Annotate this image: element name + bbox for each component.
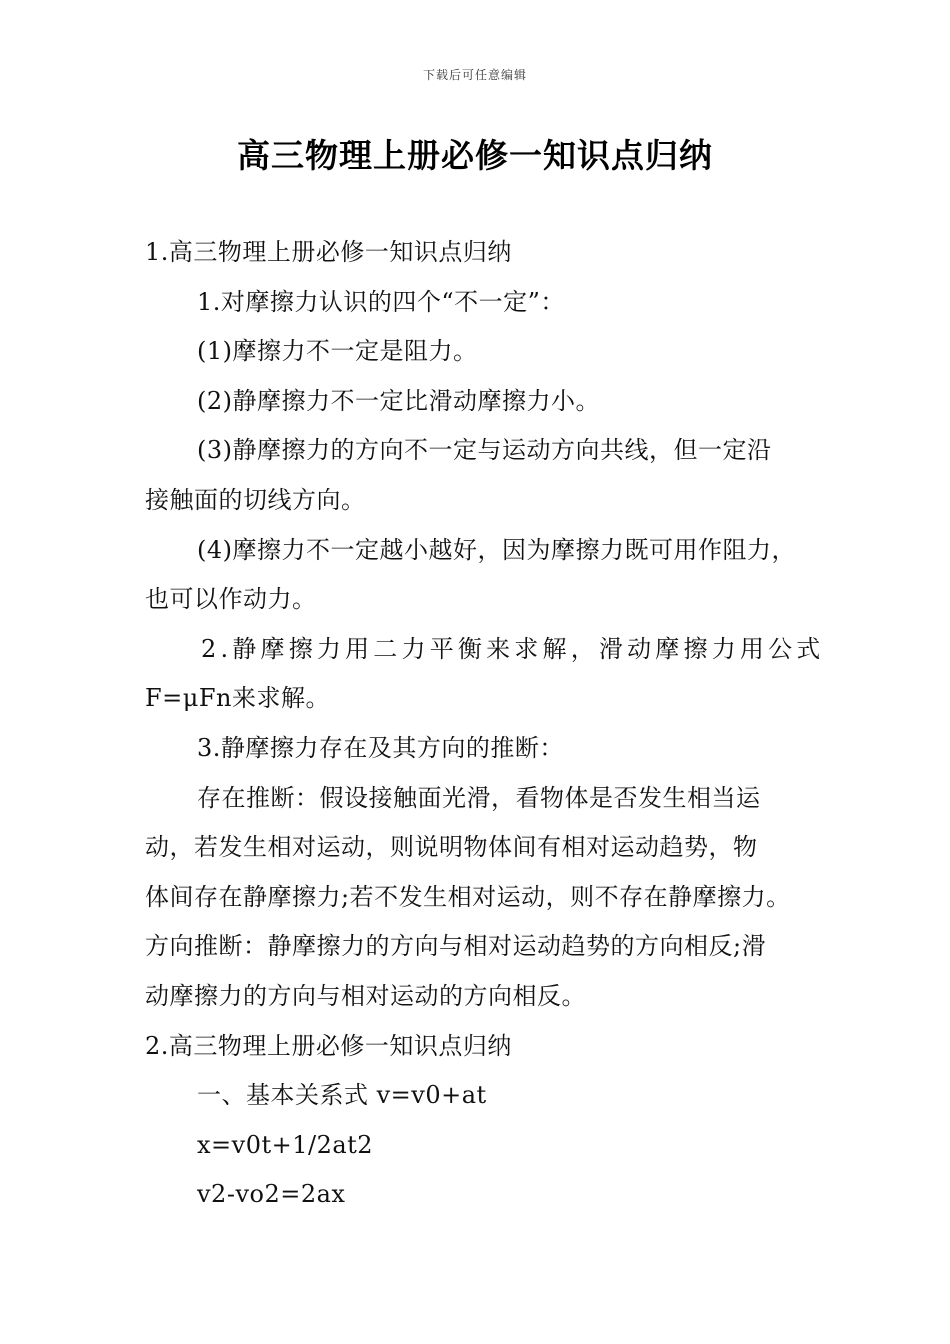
page-title: 高三物理上册必修一知识点归纳 [237, 136, 713, 175]
text-line: 1.对摩擦力认识的四个“不一定”： [197, 287, 565, 316]
text-line: 2.高三物理上册必修一知识点归纳 [145, 1031, 512, 1060]
text-line: 动摩擦力的方向与相对运动的方向相反。 [145, 981, 586, 1010]
text-line: 接触面的切线方向。 [145, 485, 366, 514]
page-header-note: 下载后可任意编辑 [422, 68, 527, 82]
text-line: x=v0t+1/2at2 [197, 1130, 374, 1159]
text-line: 体间存在静摩擦力;若不发生相对运动，则不存在静摩擦力。 [145, 882, 791, 911]
text-line: (2)静摩擦力不一定比滑动摩擦力小。 [197, 386, 600, 415]
text-line: 一、基本关系式 v=v0+at [197, 1081, 487, 1110]
text-line: (3)静摩擦力的方向不一定与运动方向共线，但一定沿 [197, 436, 772, 465]
text-line: (1)摩擦力不一定是阻力。 [197, 337, 478, 366]
text-line: 方向推断：静摩擦力的方向与相对运动趋势的方向相反;滑 [145, 932, 767, 961]
text-line: 动，若发生相对运动，则说明物体间有相对运动趋势，物 [145, 833, 758, 862]
text-line: 存在推断：假设接触面光滑，看物体是否发生相当运 [197, 783, 761, 812]
text-line: 也可以作动力。 [145, 585, 317, 614]
text-line: 3.静摩擦力存在及其方向的推断： [197, 733, 564, 762]
text-line: v2-vo2=2ax [197, 1180, 346, 1209]
text-line: (4)摩擦力不一定越小越好，因为摩擦力既可用作阻力， [197, 535, 796, 564]
text-line: F=μFn来求解。 [145, 684, 330, 713]
text-line: 1.高三物理上册必修一知识点归纳 [145, 238, 512, 266]
document-body [145, 228, 825, 1220]
text-line: 2.静摩擦力用二力平衡来求解，滑动摩擦力用公式 [201, 634, 825, 663]
